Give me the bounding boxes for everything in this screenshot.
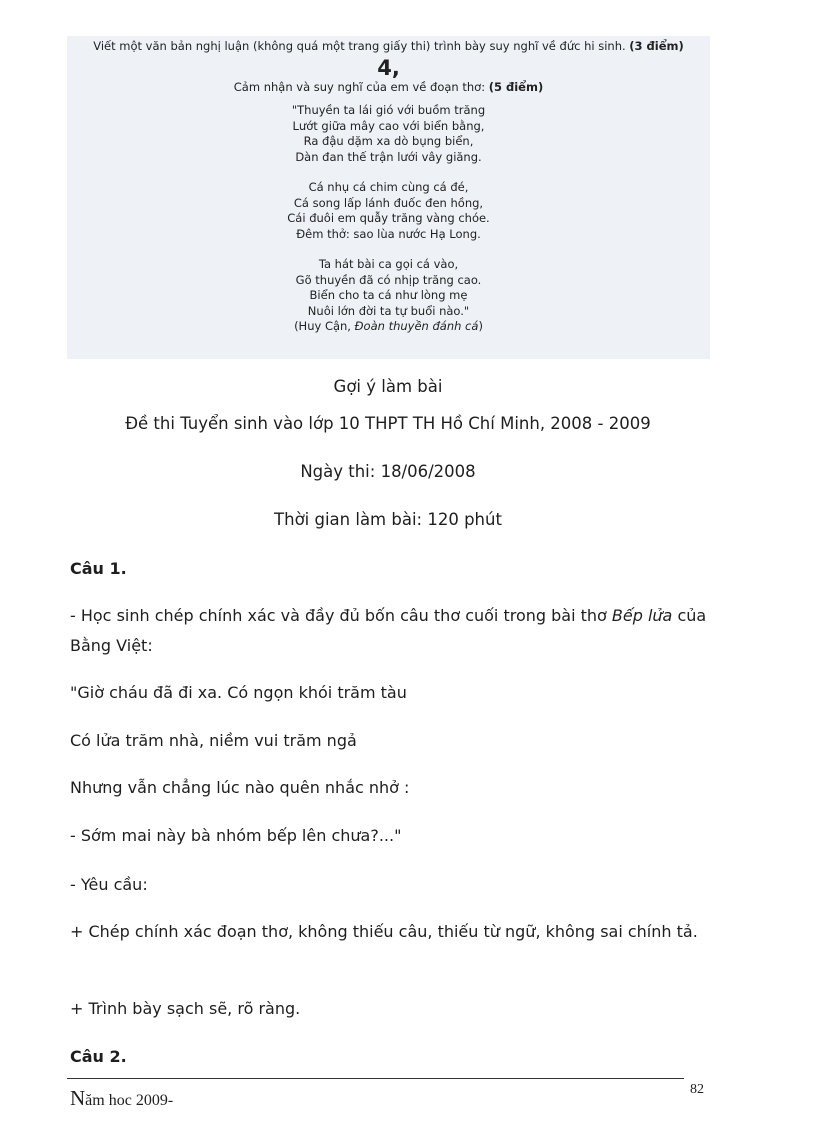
intro-poem-title: Bếp lửa (611, 606, 673, 625)
quote-line: Nhưng vẫn chẳng lúc nào quên nhắc nhở : (70, 778, 410, 797)
poem-attribution (67, 319, 710, 334)
quote-line: - Sớm mai này bà nhóm bếp lên chưa?..." (70, 826, 402, 845)
poem-line: Biển cho ta cá như lòng mẹ (309, 288, 468, 302)
poem-prompt (67, 80, 710, 95)
answer-intro (70, 601, 710, 661)
requirement-item: + Trình bày sạch sẽ, rõ ràng. (70, 999, 301, 1018)
answer-intro-rest: của Bằng Việt: (70, 606, 707, 655)
poem (67, 103, 710, 334)
poem-line: "Thuyền ta lái gió với buồm trăng (291, 103, 486, 117)
exam-date: Ngày thi: 18/06/2008 (300, 462, 476, 481)
requirement-item: + Chép chính xác đoạn thơ, không thiếu câu, thiếu từ ngữ, không sai chính tả. (70, 922, 698, 941)
essay-prompt-text: Viết một văn bản nghị luận (không quá một trang giấy thi) trình bày suy nghĩ về đức hi sinh. (93, 39, 626, 53)
poem-prompt-text: Cảm nhận và suy nghĩ của em về đoạn thơ: (233, 80, 486, 94)
quote-line: Có lửa trăm nhà, niềm vui trăm ngả (70, 731, 357, 750)
poem-prompt-points: (5 điểm) (488, 80, 544, 94)
requirements-label: - Yêu cầu: (70, 875, 148, 894)
author-close: ) (478, 319, 483, 333)
essay-prompt (67, 36, 710, 54)
question-2-label: Câu 2. (70, 1047, 127, 1066)
poem-line: Lướt giữa mây cao với biển bằng, (292, 118, 485, 133)
poem-line: Ra đậu dặm xa dò bụng biển, (303, 134, 474, 148)
poem-line: Dàn đan thế trận lưới vây giăng. (295, 149, 482, 164)
exam-duration: Thời gian làm bài: 120 phút (274, 510, 502, 529)
poem-stanza (67, 180, 710, 242)
footer-year (70, 1086, 173, 1111)
footer-year-rest: ăm hoc 2009- (85, 1092, 174, 1109)
poem-line: Cái đuôi em quẫy trăng vàng chóe. (287, 211, 490, 225)
poem-line: Cá nhụ cá chim cùng cá đé, (308, 180, 469, 194)
exam-question-box (67, 36, 710, 359)
page-number: 82 (690, 1082, 704, 1097)
essay-prompt-points: (3 điểm) (629, 39, 684, 53)
poem-line: Cá song lấp lánh đuốc đen hồng, (293, 195, 484, 210)
poem-line: Gõ thuyền đã có nhịp trăng cao. (295, 272, 482, 287)
poem-stanza (67, 103, 710, 165)
question-1-label: Câu 1. (70, 559, 127, 578)
poem-stanza (67, 257, 710, 319)
quote-line: "Giờ cháu đã đi xa. Có ngọn khói trăm tàu (70, 683, 407, 702)
answer-intro-text: - Học sinh chép chính xác và đầy đủ bốn câu thơ cuối trong bài thơ (70, 606, 612, 625)
exam-title: Đề thi Tuyển sinh vào lớp 10 THPT TH Hồ Chí Minh, 2008 - 2009 (125, 414, 651, 433)
poem-line: Nuôi lớn đời ta tự buổi nào." (307, 303, 470, 318)
hint-heading: Gợi ý làm bài (333, 377, 443, 396)
poem-line: Ta hát bài ca gọi cá vào, (318, 257, 459, 271)
poem-line: Đêm thở: sao lùa nước Hạ Long. (296, 226, 481, 241)
footer-rule (67, 1078, 684, 1079)
poem-title: Đoàn thuyền đánh cá (354, 319, 479, 333)
author-name: (Huy Cận, (294, 319, 355, 333)
question-number: 4, (377, 56, 400, 80)
footer-year-cap: N (70, 1086, 86, 1110)
